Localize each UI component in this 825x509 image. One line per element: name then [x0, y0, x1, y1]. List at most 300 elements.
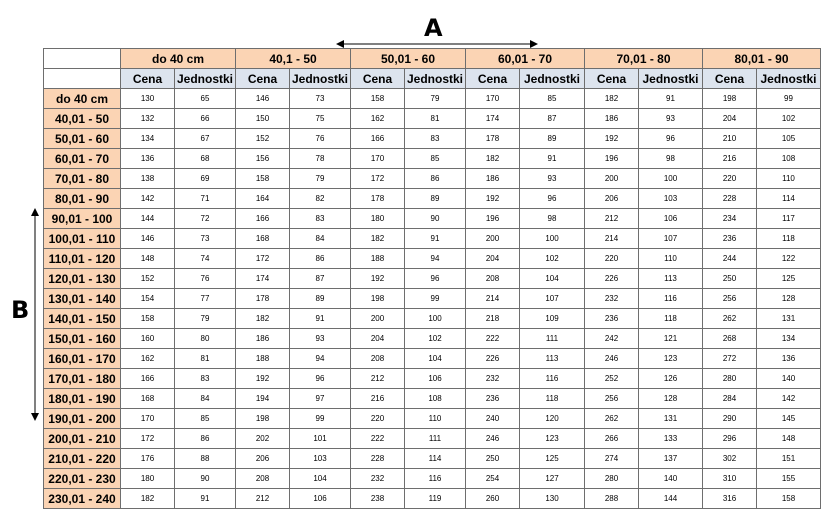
price-cell: 280: [703, 369, 757, 389]
units-cell: 83: [405, 129, 466, 149]
table-row: [44, 129, 821, 149]
units-cell: 104: [405, 349, 466, 369]
units-cell: 101: [290, 429, 351, 449]
units-cell: 85: [175, 409, 236, 429]
price-cell: 188: [236, 349, 290, 369]
price-cell: 178: [466, 129, 520, 149]
price-cell: 178: [236, 289, 290, 309]
table-row: [44, 469, 821, 489]
price-cell: 142: [121, 189, 175, 209]
units-cell: 72: [175, 209, 236, 229]
price-cell: 166: [236, 209, 290, 229]
price-cell: 214: [466, 289, 520, 309]
price-cell: 236: [466, 389, 520, 409]
units-cell: 158: [757, 489, 821, 509]
units-cell: 102: [405, 329, 466, 349]
units-cell: 78: [290, 149, 351, 169]
price-cell: 236: [585, 309, 639, 329]
price-cell: 242: [585, 329, 639, 349]
price-cell: 180: [121, 469, 175, 489]
price-cell: 170: [121, 409, 175, 429]
units-cell: 142: [757, 389, 821, 409]
price-cell: 150: [236, 109, 290, 129]
price-cell: 148: [121, 249, 175, 269]
price-cell: 170: [351, 149, 405, 169]
price-cell: 218: [466, 309, 520, 329]
units-cell: 105: [757, 129, 821, 149]
units-cell: 68: [175, 149, 236, 169]
row-range-label: 150,01 - 160: [44, 329, 121, 349]
price-cell: 192: [351, 269, 405, 289]
price-cell: 182: [121, 489, 175, 509]
units-cell: 91: [520, 149, 585, 169]
sub-header-cena: Cena: [466, 69, 520, 89]
units-cell: 84: [290, 229, 351, 249]
price-cell: 246: [466, 429, 520, 449]
row-range-label: 80,01 - 90: [44, 189, 121, 209]
dimension-label-b: B: [11, 296, 30, 324]
price-cell: 232: [466, 369, 520, 389]
price-cell: 186: [585, 109, 639, 129]
price-cell: 262: [585, 409, 639, 429]
units-cell: 98: [520, 209, 585, 229]
price-cell: 182: [585, 89, 639, 109]
table-row: [44, 309, 821, 329]
units-cell: 69: [175, 169, 236, 189]
units-cell: 83: [175, 369, 236, 389]
price-cell: 214: [585, 229, 639, 249]
price-cell: 212: [351, 369, 405, 389]
sub-header-jednostki: Jednostki: [175, 69, 236, 89]
table-row: [44, 409, 821, 429]
units-cell: 99: [405, 289, 466, 309]
units-cell: 93: [520, 169, 585, 189]
units-cell: 73: [290, 89, 351, 109]
price-cell: 262: [703, 309, 757, 329]
price-cell: 204: [466, 249, 520, 269]
units-cell: 89: [405, 189, 466, 209]
price-cell: 232: [585, 289, 639, 309]
units-cell: 140: [639, 469, 703, 489]
units-cell: 120: [520, 409, 585, 429]
price-cell: 192: [585, 129, 639, 149]
row-range-label: 160,01 - 170: [44, 349, 121, 369]
price-cell: 290: [703, 409, 757, 429]
price-cell: 172: [121, 429, 175, 449]
price-cell: 222: [351, 429, 405, 449]
price-cell: 266: [585, 429, 639, 449]
row-range-label: 190,01 - 200: [44, 409, 121, 429]
price-cell: 274: [585, 449, 639, 469]
column-range-header: 80,01 - 90: [703, 49, 821, 69]
units-cell: 125: [520, 449, 585, 469]
row-range-label: 50,01 - 60: [44, 129, 121, 149]
price-cell: 176: [121, 449, 175, 469]
price-cell: 220: [351, 409, 405, 429]
units-cell: 130: [520, 489, 585, 509]
table-row: [44, 289, 821, 309]
price-cell: 202: [236, 429, 290, 449]
table-row: [44, 249, 821, 269]
units-cell: 116: [405, 469, 466, 489]
price-cell: 228: [351, 449, 405, 469]
units-cell: 110: [405, 409, 466, 429]
units-cell: 140: [757, 369, 821, 389]
price-cell: 192: [466, 189, 520, 209]
price-cell: 152: [121, 269, 175, 289]
price-cell: 168: [121, 389, 175, 409]
units-cell: 100: [405, 309, 466, 329]
price-cell: 216: [351, 389, 405, 409]
price-cell: 222: [466, 329, 520, 349]
price-cell: 236: [703, 229, 757, 249]
sub-header-cena: Cena: [351, 69, 405, 89]
units-cell: 75: [290, 109, 351, 129]
units-cell: 128: [757, 289, 821, 309]
row-range-label: 200,01 - 210: [44, 429, 121, 449]
table-row: [44, 269, 821, 289]
units-cell: 128: [639, 389, 703, 409]
units-cell: 131: [639, 409, 703, 429]
sub-header-cena: Cena: [121, 69, 175, 89]
units-cell: 148: [757, 429, 821, 449]
units-cell: 96: [405, 269, 466, 289]
price-cell: 210: [703, 129, 757, 149]
sub-header-cena: Cena: [703, 69, 757, 89]
row-range-label: do 40 cm: [44, 89, 121, 109]
row-range-label: 230,01 - 240: [44, 489, 121, 509]
units-cell: 100: [520, 229, 585, 249]
units-cell: 97: [290, 389, 351, 409]
table-row: [44, 429, 821, 449]
units-cell: 77: [175, 289, 236, 309]
table-row: [44, 449, 821, 469]
price-cell: 206: [585, 189, 639, 209]
units-cell: 81: [175, 349, 236, 369]
units-cell: 116: [639, 289, 703, 309]
price-cell: 288: [585, 489, 639, 509]
units-cell: 81: [405, 109, 466, 129]
units-cell: 103: [639, 189, 703, 209]
units-cell: 90: [405, 209, 466, 229]
units-cell: 65: [175, 89, 236, 109]
units-cell: 96: [290, 369, 351, 389]
units-cell: 127: [520, 469, 585, 489]
price-cell: 212: [585, 209, 639, 229]
dimension-label-a: A: [424, 14, 443, 42]
sub-header-jednostki: Jednostki: [405, 69, 466, 89]
units-cell: 89: [290, 289, 351, 309]
price-cell: 198: [236, 409, 290, 429]
price-table: [43, 48, 821, 509]
units-cell: 107: [520, 289, 585, 309]
units-cell: 119: [405, 489, 466, 509]
price-cell: 166: [121, 369, 175, 389]
table-row: [44, 189, 821, 209]
units-cell: 91: [175, 489, 236, 509]
units-cell: 123: [520, 429, 585, 449]
price-cell: 158: [121, 309, 175, 329]
price-cell: 146: [236, 89, 290, 109]
units-cell: 83: [290, 209, 351, 229]
price-cell: 162: [351, 109, 405, 129]
price-cell: 254: [466, 469, 520, 489]
units-cell: 114: [757, 189, 821, 209]
units-cell: 84: [175, 389, 236, 409]
price-cell: 186: [466, 169, 520, 189]
units-cell: 94: [405, 249, 466, 269]
price-cell: 170: [466, 89, 520, 109]
price-cell: 238: [351, 489, 405, 509]
units-cell: 121: [639, 329, 703, 349]
price-cell: 146: [121, 229, 175, 249]
units-cell: 110: [757, 169, 821, 189]
price-cell: 316: [703, 489, 757, 509]
units-cell: 87: [290, 269, 351, 289]
units-cell: 90: [175, 469, 236, 489]
range-header-row: [44, 49, 821, 69]
price-cell: 208: [351, 349, 405, 369]
units-cell: 99: [290, 409, 351, 429]
units-cell: 88: [175, 449, 236, 469]
units-cell: 74: [175, 249, 236, 269]
units-cell: 123: [639, 349, 703, 369]
units-cell: 111: [405, 429, 466, 449]
price-cell: 188: [351, 249, 405, 269]
price-cell: 168: [236, 229, 290, 249]
price-cell: 196: [466, 209, 520, 229]
price-cell: 152: [236, 129, 290, 149]
price-cell: 180: [351, 209, 405, 229]
price-cell: 156: [236, 149, 290, 169]
units-cell: 100: [639, 169, 703, 189]
units-cell: 86: [405, 169, 466, 189]
row-range-label: 170,01 - 180: [44, 369, 121, 389]
units-cell: 104: [290, 469, 351, 489]
price-cell: 256: [585, 389, 639, 409]
units-cell: 131: [757, 309, 821, 329]
price-cell: 198: [351, 289, 405, 309]
units-cell: 113: [639, 269, 703, 289]
units-cell: 87: [520, 109, 585, 129]
units-cell: 111: [520, 329, 585, 349]
price-cell: 196: [585, 149, 639, 169]
corner-cell: [44, 49, 121, 69]
units-cell: 151: [757, 449, 821, 469]
units-cell: 86: [290, 249, 351, 269]
sub-header-jednostki: Jednostki: [757, 69, 821, 89]
units-cell: 85: [520, 89, 585, 109]
units-cell: 106: [290, 489, 351, 509]
price-cell: 208: [236, 469, 290, 489]
table-row: [44, 109, 821, 129]
price-cell: 208: [466, 269, 520, 289]
price-cell: 200: [466, 229, 520, 249]
price-cell: 252: [585, 369, 639, 389]
table-row: [44, 349, 821, 369]
price-cell: 234: [703, 209, 757, 229]
price-cell: 204: [351, 329, 405, 349]
units-cell: 110: [639, 249, 703, 269]
price-cell: 200: [351, 309, 405, 329]
sub-header-cena: Cena: [585, 69, 639, 89]
units-cell: 91: [290, 309, 351, 329]
units-cell: 117: [757, 209, 821, 229]
units-cell: 155: [757, 469, 821, 489]
sub-header-jednostki: Jednostki: [290, 69, 351, 89]
price-cell: 138: [121, 169, 175, 189]
units-cell: 67: [175, 129, 236, 149]
units-cell: 137: [639, 449, 703, 469]
price-cell: 198: [703, 89, 757, 109]
price-cell: 130: [121, 89, 175, 109]
units-cell: 82: [290, 189, 351, 209]
price-cell: 172: [236, 249, 290, 269]
table-row: [44, 389, 821, 409]
price-cell: 220: [703, 169, 757, 189]
column-range-header: do 40 cm: [121, 49, 236, 69]
units-cell: 106: [405, 369, 466, 389]
units-cell: 103: [290, 449, 351, 469]
row-range-label: 60,01 - 70: [44, 149, 121, 169]
table-row: [44, 149, 821, 169]
units-cell: 102: [757, 109, 821, 129]
column-range-header: 60,01 - 70: [466, 49, 585, 69]
price-cell: 160: [121, 329, 175, 349]
units-cell: 89: [520, 129, 585, 149]
price-cell: 182: [351, 229, 405, 249]
units-cell: 76: [290, 129, 351, 149]
price-cell: 204: [703, 109, 757, 129]
units-cell: 91: [405, 229, 466, 249]
price-cell: 132: [121, 109, 175, 129]
price-cell: 164: [236, 189, 290, 209]
price-cell: 244: [703, 249, 757, 269]
units-cell: 91: [639, 89, 703, 109]
units-cell: 113: [520, 349, 585, 369]
price-cell: 284: [703, 389, 757, 409]
price-cell: 158: [236, 169, 290, 189]
units-cell: 99: [757, 89, 821, 109]
table-body: [44, 89, 821, 509]
units-cell: 79: [175, 309, 236, 329]
units-cell: 134: [757, 329, 821, 349]
row-range-label: 210,01 - 220: [44, 449, 121, 469]
column-range-header: 50,01 - 60: [351, 49, 466, 69]
table-row: [44, 329, 821, 349]
row-range-label: 120,01 - 130: [44, 269, 121, 289]
table-row: [44, 369, 821, 389]
price-cell: 216: [703, 149, 757, 169]
units-cell: 93: [639, 109, 703, 129]
price-cell: 250: [466, 449, 520, 469]
units-cell: 86: [175, 429, 236, 449]
units-cell: 79: [290, 169, 351, 189]
price-cell: 136: [121, 149, 175, 169]
price-cell: 174: [236, 269, 290, 289]
units-cell: 133: [639, 429, 703, 449]
units-cell: 122: [757, 249, 821, 269]
row-range-label: 140,01 - 150: [44, 309, 121, 329]
row-range-label: 130,01 - 140: [44, 289, 121, 309]
units-cell: 104: [520, 269, 585, 289]
units-cell: 144: [639, 489, 703, 509]
price-cell: 272: [703, 349, 757, 369]
table-row: [44, 209, 821, 229]
units-cell: 116: [520, 369, 585, 389]
units-cell: 109: [520, 309, 585, 329]
sub-header-row: [44, 69, 821, 89]
price-cell: 310: [703, 469, 757, 489]
price-cell: 220: [585, 249, 639, 269]
units-cell: 93: [290, 329, 351, 349]
units-cell: 108: [405, 389, 466, 409]
units-cell: 79: [405, 89, 466, 109]
units-cell: 80: [175, 329, 236, 349]
units-cell: 76: [175, 269, 236, 289]
price-cell: 166: [351, 129, 405, 149]
price-cell: 194: [236, 389, 290, 409]
price-cell: 228: [703, 189, 757, 209]
price-cell: 172: [351, 169, 405, 189]
table-row: [44, 169, 821, 189]
corner-cell: [44, 69, 121, 89]
price-cell: 134: [121, 129, 175, 149]
units-cell: 125: [757, 269, 821, 289]
units-cell: 94: [290, 349, 351, 369]
units-cell: 118: [639, 309, 703, 329]
row-range-label: 70,01 - 80: [44, 169, 121, 189]
row-range-label: 100,01 - 110: [44, 229, 121, 249]
row-range-label: 90,01 - 100: [44, 209, 121, 229]
table-row: [44, 489, 821, 509]
table-row: [44, 89, 821, 109]
units-cell: 73: [175, 229, 236, 249]
price-cell: 206: [236, 449, 290, 469]
price-cell: 246: [585, 349, 639, 369]
units-cell: 96: [520, 189, 585, 209]
price-cell: 174: [466, 109, 520, 129]
units-cell: 102: [520, 249, 585, 269]
row-range-label: 40,01 - 50: [44, 109, 121, 129]
units-cell: 96: [639, 129, 703, 149]
price-cell: 182: [466, 149, 520, 169]
units-cell: 85: [405, 149, 466, 169]
table-row: [44, 229, 821, 249]
price-cell: 226: [585, 269, 639, 289]
price-cell: 226: [466, 349, 520, 369]
sub-header-jednostki: Jednostki: [520, 69, 585, 89]
price-cell: 144: [121, 209, 175, 229]
units-cell: 136: [757, 349, 821, 369]
column-range-header: 70,01 - 80: [585, 49, 703, 69]
units-cell: 118: [520, 389, 585, 409]
price-cell: 240: [466, 409, 520, 429]
price-cell: 280: [585, 469, 639, 489]
units-cell: 98: [639, 149, 703, 169]
row-range-label: 220,01 - 230: [44, 469, 121, 489]
units-cell: 114: [405, 449, 466, 469]
price-cell: 182: [236, 309, 290, 329]
price-cell: 162: [121, 349, 175, 369]
row-range-label: 110,01 - 120: [44, 249, 121, 269]
price-cell: 268: [703, 329, 757, 349]
price-cell: 256: [703, 289, 757, 309]
units-cell: 106: [639, 209, 703, 229]
sub-header-cena: Cena: [236, 69, 290, 89]
units-cell: 145: [757, 409, 821, 429]
price-cell: 260: [466, 489, 520, 509]
